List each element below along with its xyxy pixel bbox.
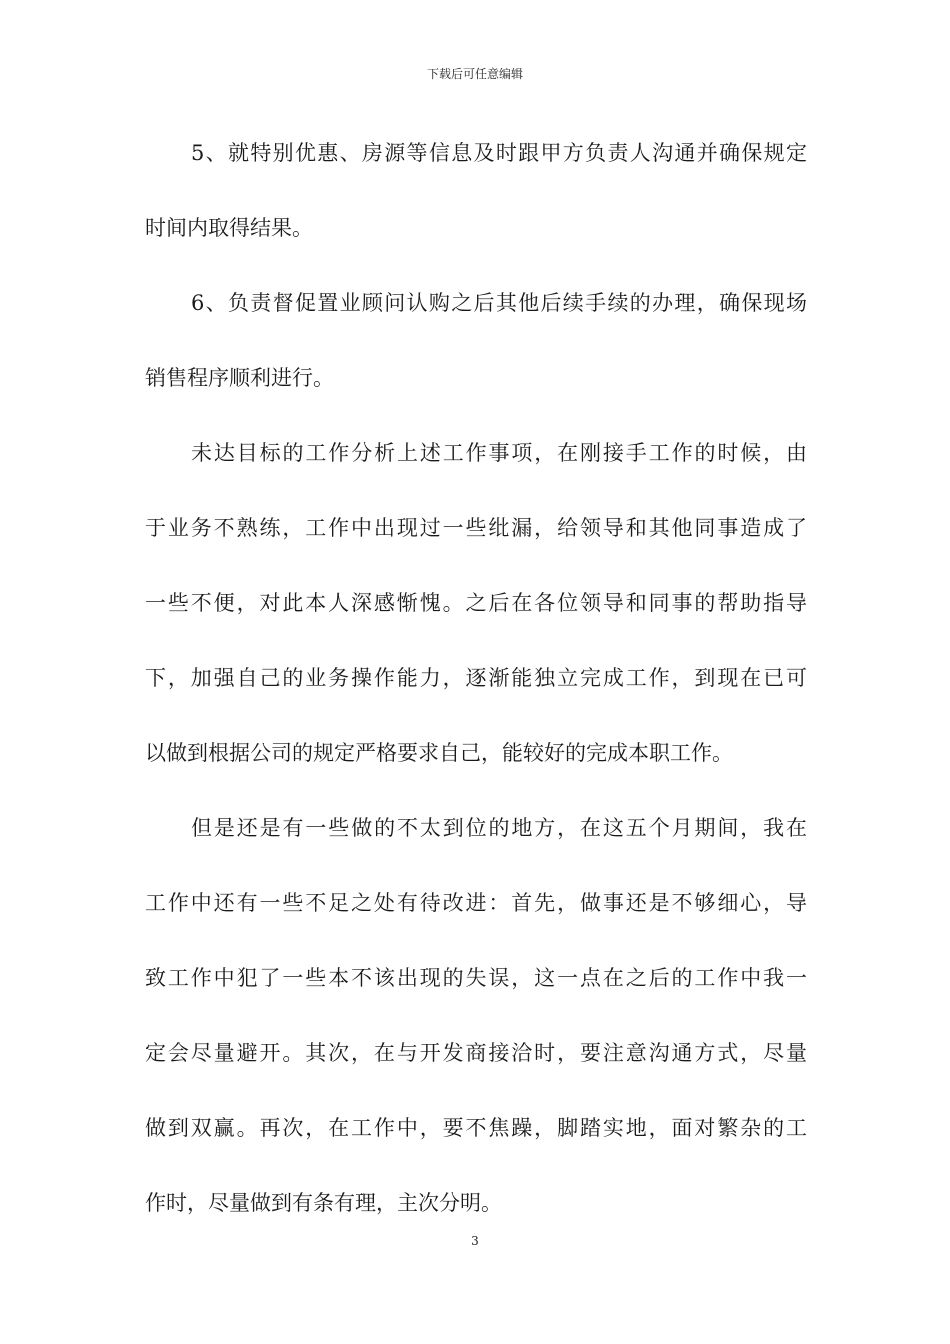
page-header: 下载后可任意编辑 <box>426 67 523 81</box>
paragraph-line: 时间内取得结果。 <box>145 216 313 240</box>
paragraph-line: 下，加强自己的业务操作能力，逐渐能独立完成工作，到现在已可 <box>145 666 807 690</box>
document-body <box>145 126 807 1251</box>
paragraph-line: 一些不便，对此本人深感惭愧。之后在各位领导和同事的帮助指导 <box>145 591 807 615</box>
paragraph-line: 作时，尽量做到有条有理，主次分明。 <box>145 1191 502 1215</box>
paragraph-line: 于业务不熟练，工作中出现过一些纰漏，给领导和其他同事造成了 <box>145 516 807 540</box>
paragraph-line: 致工作中犯了一些本不该出现的失误，这一点在之后的工作中我一 <box>145 966 807 990</box>
paragraph-line: 但是还是有一些做的不太到位的地方，在这五个月期间，我在 <box>191 816 807 840</box>
paragraph-line: 定会尽量避开。其次，在与开发商接洽时，要注意沟通方式，尽量 <box>145 1041 807 1065</box>
paragraph-line: 销售程序顺利进行。 <box>145 366 334 390</box>
paragraph-line: 做到双赢。再次，在工作中，要不焦躁，脚踏实地，面对繁杂的工 <box>145 1116 807 1140</box>
paragraph-line: 5、就特别优惠、房源等信息及时跟甲方负责人沟通并确保规定 <box>191 141 807 165</box>
paragraph-line: 工作中还有一些不足之处有待改进：首先，做事还是不够细心，导 <box>145 891 807 915</box>
page-number: 3 <box>471 1234 479 1248</box>
paragraph-line: 未达目标的工作分析上述工作事项，在刚接手工作的时候，由 <box>191 441 807 465</box>
paragraph-line: 以做到根据公司的规定严格要求自己，能较好的完成本职工作。 <box>145 741 733 765</box>
paragraph-line: 6、负责督促置业顾问认购之后其他后续手续的办理，确保现场 <box>191 291 807 315</box>
